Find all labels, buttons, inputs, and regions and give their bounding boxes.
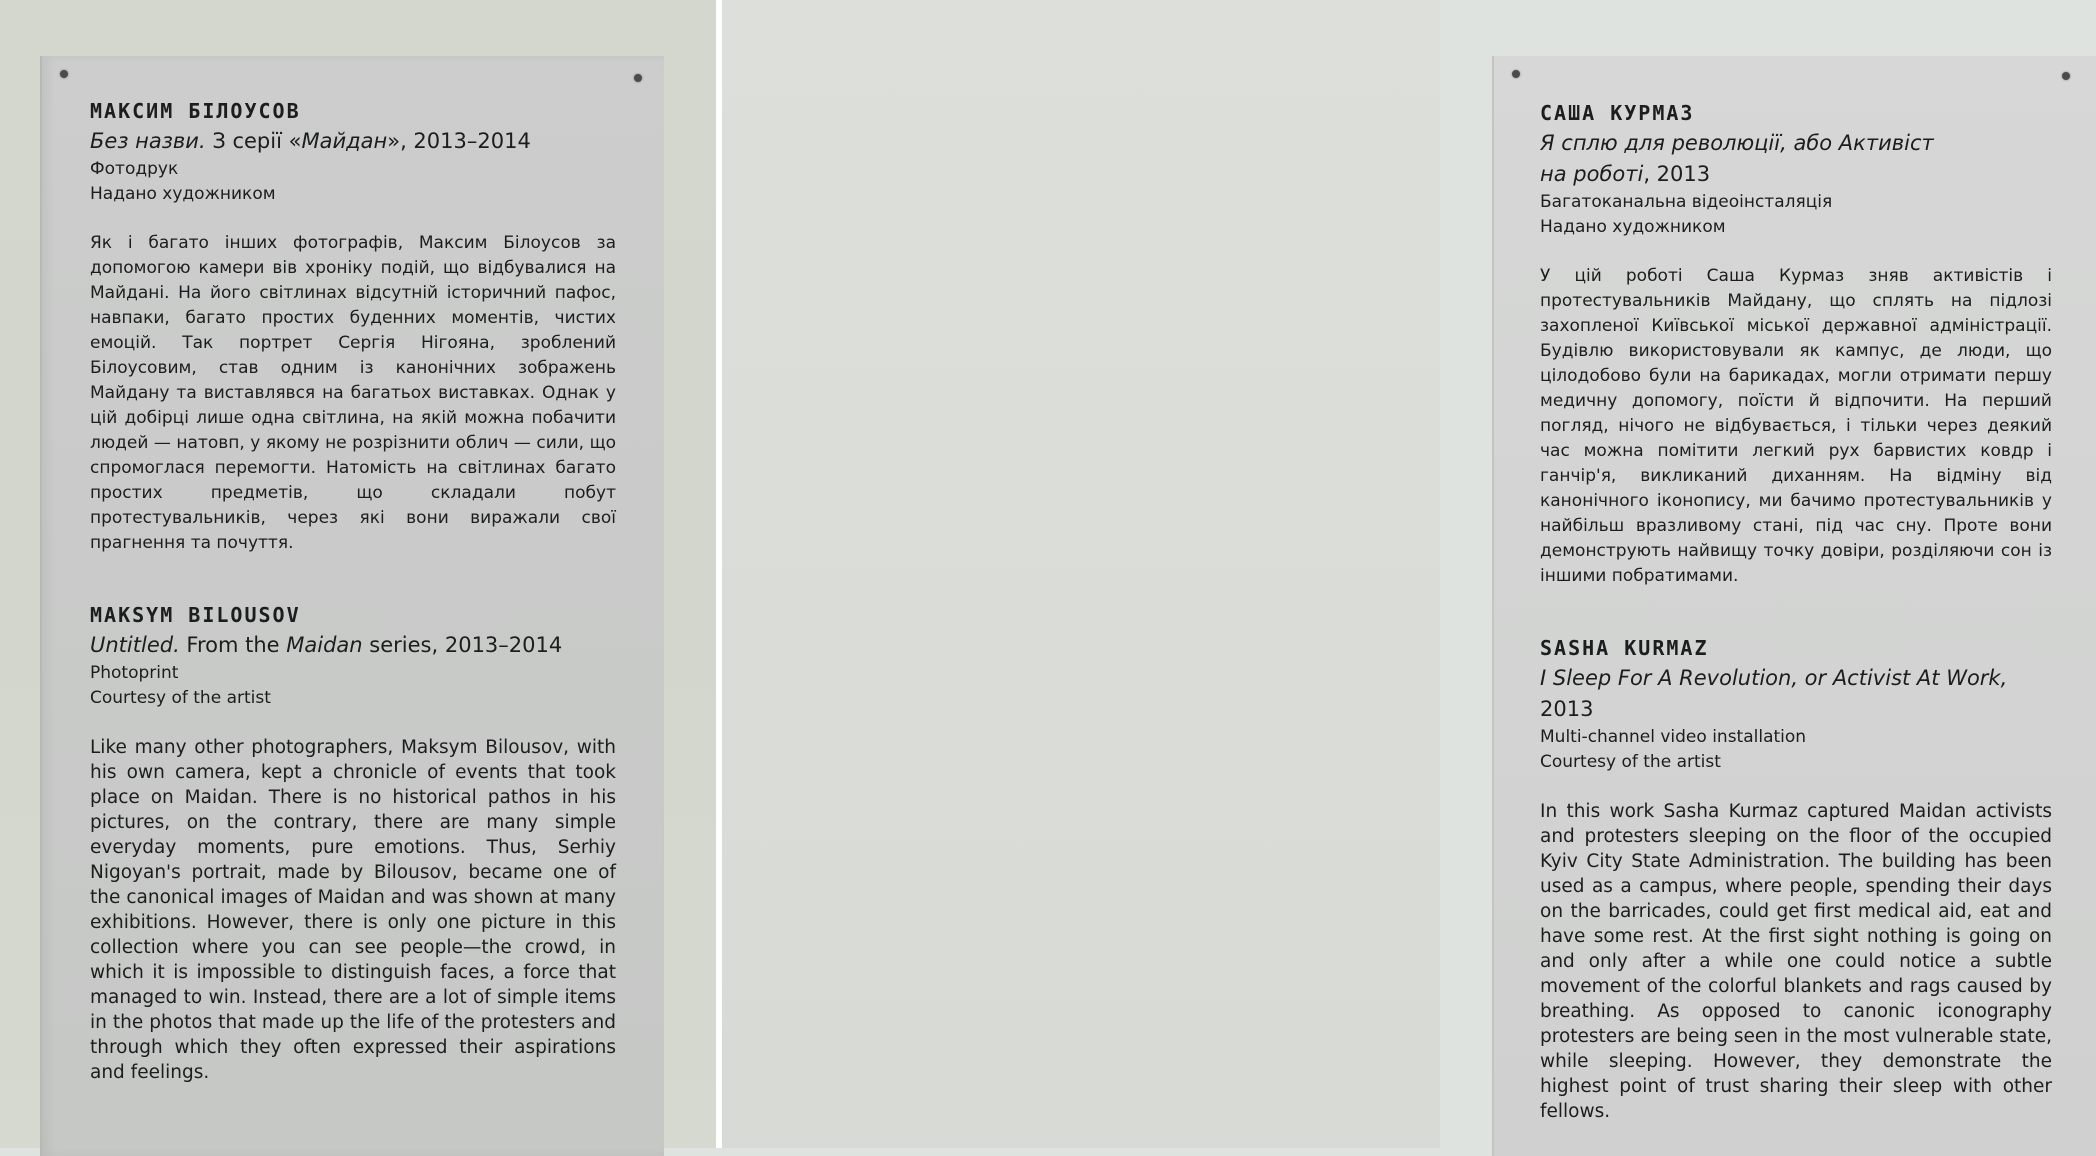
artwork-title-ua: Без назви. З серії «Майдан», 2013–2014 <box>90 129 531 153</box>
left-photo <box>0 0 716 1148</box>
artwork-medium-en: Photoprint <box>90 663 179 683</box>
pin-icon <box>1512 70 1520 78</box>
artwork-credit-ua: Надано художником <box>90 184 276 204</box>
artwork-credit-en: Courtesy of the artist <box>1540 752 1721 772</box>
english-label <box>1540 633 2052 1124</box>
plaque-kurmaz <box>1492 56 2096 1156</box>
description-en: In this work Sasha Kurmaz captured Maidan activists and protesters sleeping on the floor of the occupied Kyiv City State Administration. The building has been used as a campus, where people, spending their days on the barricades, could get first medical aid, eat and have some rest. At the first sight nothing is going on and only after a while one could notice a subtle movement of the colorful blankets and rags caused by breathing. As opposed to canonic iconography protesters are being seen in the most vulnerable state, while sleeping. However, they demonstrate the highest point of trust sharing their sleep with other fellows. <box>1540 801 2052 1122</box>
artwork-credit-en: Courtesy of the artist <box>90 688 271 708</box>
artwork-medium-ua: Багатоканальна відеоінсталяція <box>1540 192 1833 212</box>
artwork-medium-en: Multi-channel video installation <box>1540 727 1807 747</box>
artwork-title-ua: Я сплю для революції, або Активіст на роботі, 2013 <box>1540 131 1934 186</box>
description-ua: Як і багато інших фотографів, Максим Білоусов за допомогою камери вів хроніку подій, що відбувалися на Майдані. На його світлинах відсутній історичний пафос, навпаки, багато простих буденних моментів, чистих емоцій. Так портрет Сергія Нігояна, зроблений Білоусовим, став одним із канонічних зображень Майдану та виставлявся на багатьох виставках. Однак у цій добірці лише одна світлина, на якій можна побачити людей — натовп, у якому не розрізнити облич — сили, що спромоглася перемогти. Натомість на світлинах багато простих предметів, що складали побут протестувальників, через які вони виражали свої прагнення та почуття. <box>90 233 616 553</box>
right-photo <box>722 0 2052 1148</box>
artist-name-ua: МАКСИМ БІЛОУСОВ <box>90 99 301 123</box>
artist-name-en: MAKSYM BILOUSOV <box>90 603 301 627</box>
description-ua: У цій роботі Саша Курмаз зняв активістів і протестувальників Майдану, що сплять на підлозі захопленої Київської міської державної адміністрації. Будівлю використовували як кампус, де люди, що цілодобово були на барикадах, могли отримати першу медичну допомогу, поїсти й відпочити. На перший погляд, нічого не відбувається, і тільки через деякий час можна помітити легкий рух барвистих ковдр і ганчір'я, викликаний диханням. На відміну від канонічного іконопису, ми бачимо протестувальників у найбільш вразливому стані, під час сну. Проте вони демонструють найвищу точку довіри, розділяючи сон із іншими побратимами. <box>1540 266 2052 586</box>
artwork-title-en: Untitled. From the Maidan series, 2013–2014 <box>90 633 563 657</box>
artwork-title-en: I Sleep For A Revolution, or Activist At Work, 2013 <box>1540 666 2008 721</box>
english-label <box>90 600 616 1085</box>
artist-name-en: SASHA KURMAZ <box>1540 636 1709 660</box>
artist-name-ua: САША КУРМАЗ <box>1540 101 1695 125</box>
plaque-bilousov <box>40 56 664 1156</box>
pin-icon <box>634 74 642 82</box>
pin-icon <box>2062 72 2070 80</box>
artwork-medium-ua: Фотодрук <box>90 159 179 179</box>
ukrainian-label <box>90 96 616 556</box>
ukrainian-label <box>1540 98 2052 589</box>
pin-icon <box>60 70 68 78</box>
artwork-credit-ua: Надано художником <box>1540 217 1726 237</box>
description-en: Like many other photographers, Maksym Bilousov, with his own camera, kept a chronicle of events that took place on Maidan. There is no historical pathos in his pictures, on the contrary, there are many simple everyday moments, pure emotions. Thus, Serhiy Nigoyan's portrait, made by Bilousov, became one of the canonical images of Maidan and was shown at many exhibitions. However, there is only one picture in this collection where you can see people—the crowd, in which it is impossible to distinguish faces, a force that managed to win. Instead, there are a lot of simple items in the photos that made up the life of the protesters and through which they often expressed their aspirations and feelings. <box>90 737 616 1083</box>
